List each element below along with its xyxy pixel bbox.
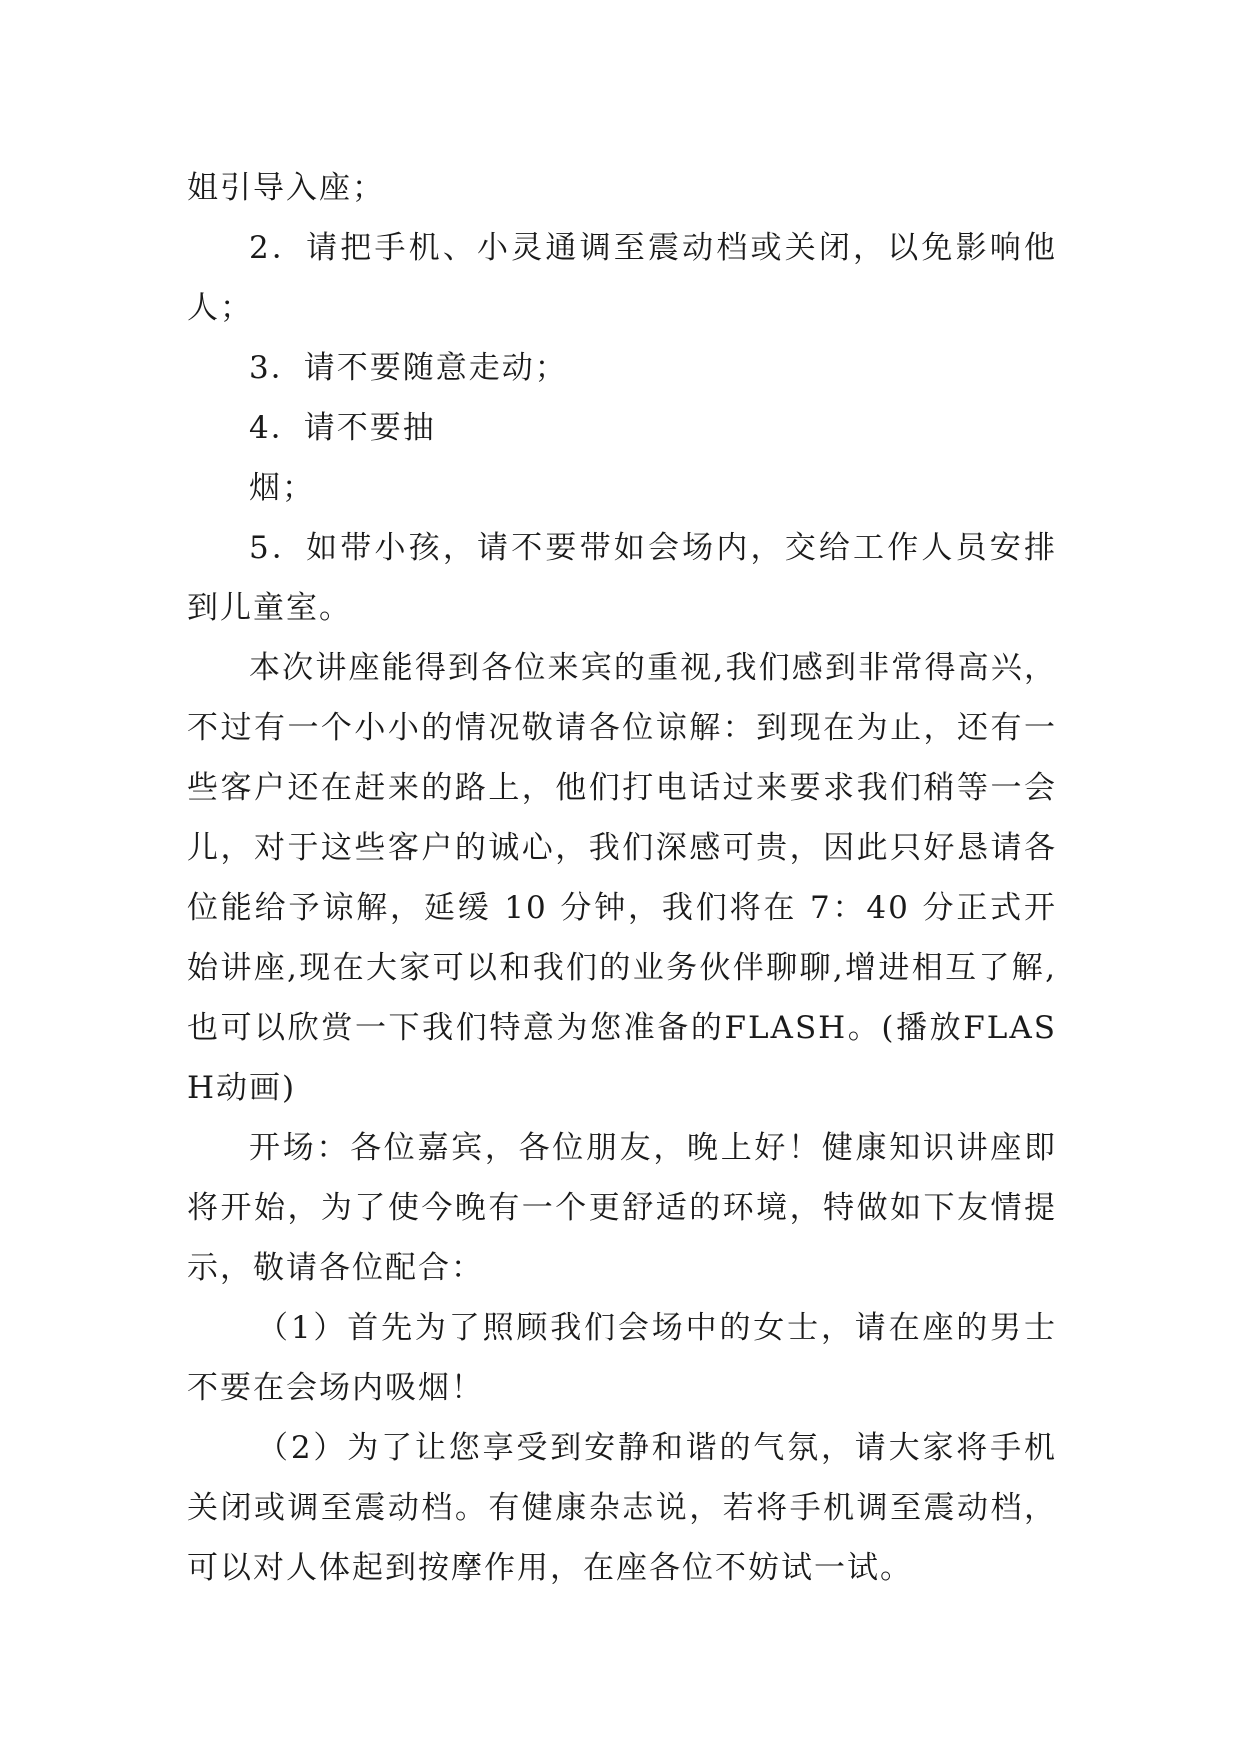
paragraph-tip-2: （2）为了让您享受到安静和谐的气氛，请大家将手机关闭或调至震动档。有健康杂志说，若将手机调至震动档，可以对人体起到按摩作用，在座各位不妨试一试。 (187, 1430, 1057, 1586)
paragraph-item-3: 3．请不要随意走动； (249, 350, 568, 386)
paragraph-tip-1: （1）首先为了照顾我们会场中的女士，请在座的男士不要在会场内吸烟！ (187, 1310, 1057, 1406)
paragraph-continuation: 姐引导入座； (187, 170, 385, 206)
paragraph-item-5: 5．如带小孩，请不要带如会场内，交给工作人员安排到儿童室。 (187, 530, 1057, 626)
body-text (187, 158, 1057, 1598)
paragraph-opening: 开场：各位嘉宾，各位朋友，晚上好！健康知识讲座即将开始，为了使今晚有一个更舒适的环境，特做如下友情提示，敬请各位配合： (187, 1130, 1057, 1286)
paragraph-delay-notice: 本次讲座能得到各位来宾的重视,我们感到非常得高兴，不过有一个小小的情况敬请各位谅解：到现在为止，还有一些客户还在赶来的路上，他们打电话过来要求我们稍等一会儿，对于这些客户的诚心，我们深感可贵，因此只好恳请各位能给予谅解，延缓 10 分钟，我们将在 7：40 分正式开始讲座,现在大家可以和我们的业务伙伴聊聊,增进相互了解,也可以欣赏一下我们特意为您准备的FLASH。(播放FLASH动画) (187, 650, 1057, 1106)
paragraph-item-2: 2．请把手机、小灵通调至震动档或关闭，以免影响他人； (187, 230, 1057, 326)
paragraph-item-4: 4．请不要抽 (249, 410, 436, 446)
paragraph-item-4-continued: 烟； (249, 470, 315, 506)
